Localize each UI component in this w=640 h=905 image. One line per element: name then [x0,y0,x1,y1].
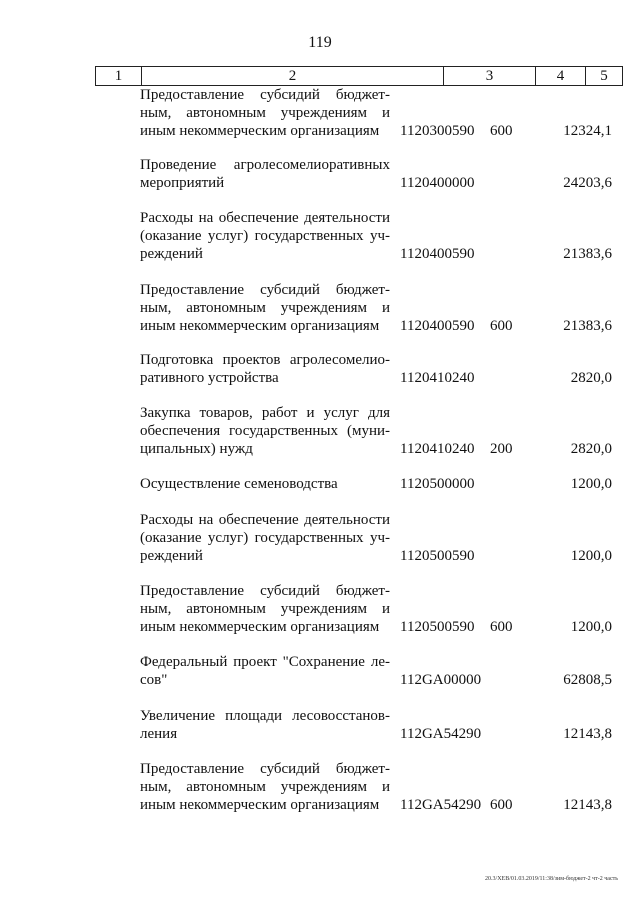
row-type: 600 [490,123,513,139]
column-header-4: 4 [536,67,586,85]
row-amount: 1200,0 [570,619,612,635]
row-code: 1120410240 [400,370,475,386]
row-description: Увеличение площади лесовосстанов-ления [140,708,390,742]
row-description: Подготовка проектов агролесомелио-ративного устройства [140,352,390,386]
row-amount: 12324,1 [563,123,612,139]
column-header-1: 1 [96,67,142,85]
row-type: 200 [490,441,513,457]
column-header-5: 5 [600,68,608,84]
row-code: 112GA54290 [400,726,482,742]
row-description: Расходы на обеспечение деятельности (оказание услуг) государственных уч-реждений [140,210,390,262]
row-description: Федеральный проект "Сохранение ле-сов" [140,654,390,688]
row-code: 1120300590 [400,123,475,139]
row-code: 1120500590 [400,619,475,635]
row-description: Предоставление субсидий бюджет-ным, автономным учреждениям и иным некоммерческим организациям [140,87,390,139]
row-description: Закупка товаров, работ и услуг для обеспечения государственных (муни-ципальных) нужд [140,405,390,457]
page-number: 119 [308,34,332,51]
row-code: 1120500000 [400,476,475,492]
row-amount: 1200,0 [570,548,612,564]
row-code: 1120400000 [400,175,475,191]
row-description: Предоставление субсидий бюджет-ным, автономным учреждениям и иным некоммерческим организациям [140,282,390,334]
row-amount: 21383,6 [563,246,612,262]
row-amount: 24203,6 [563,175,612,191]
row-code: 112GA54290 [400,797,482,813]
row-description: Расходы на обеспечение деятельности (оказание услуг) государственных уч-реждений [140,512,390,564]
row-amount: 12143,8 [563,797,612,813]
row-code: 112GA00000 [400,672,482,688]
row-amount: 2820,0 [570,441,612,457]
row-code: 1120400590 [400,246,475,262]
row-type: 600 [490,797,513,813]
row-amount: 1200,0 [570,476,612,492]
row-description: Осуществление семеноводства [140,476,338,492]
row-code: 1120410240 [400,441,475,457]
row-type: 600 [490,619,513,635]
row-description: Предоставление субсидий бюджет-ным, автономным учреждениям и иным некоммерческим организациям [140,583,390,635]
row-amount: 21383,6 [563,318,612,334]
row-code: 1120400590 [400,318,475,334]
row-description: Проведение агролесомелиоративных мероприятий [140,157,390,191]
column-header-3: 3 [444,67,536,85]
column-header-2: 2 [142,67,444,85]
row-amount: 2820,0 [570,370,612,386]
row-amount: 12143,8 [563,726,612,742]
row-description: Предоставление субсидий бюджет-ным, автономным учреждениям и иным некоммерческим организациям [140,761,390,813]
row-type: 600 [490,318,513,334]
row-code: 1120500590 [400,548,475,564]
row-amount: 62808,5 [563,672,612,688]
table-header [95,66,623,86]
footer-note: 20.3/ХЕВ/01.03.2019/11:38/зим-бюджет-2 чт-2 часть [485,876,618,882]
